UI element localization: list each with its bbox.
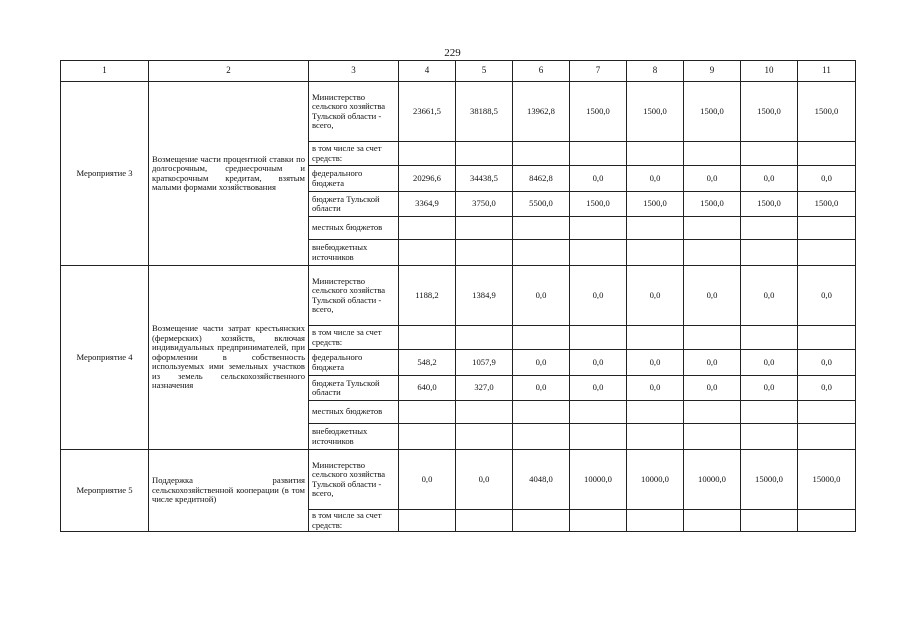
value-cell: 1057,9	[456, 350, 513, 376]
value-cell	[456, 424, 513, 450]
value-cell	[684, 217, 741, 240]
value-cell: 5500,0	[513, 192, 570, 217]
value-cell	[399, 217, 456, 240]
value-cell	[399, 401, 456, 424]
value-cell: 20296,6	[399, 166, 456, 192]
value-cell	[741, 510, 798, 532]
funding-source: внебюджетных источников	[309, 240, 399, 266]
event-label: Мероприятие 3	[61, 82, 149, 266]
event-description: Возмещение части затрат крестьянских (фермерских) хозяйств, включая индивидуальных предпринимателей, при оформлении в собственность используемых ими земельных участков из земель сельскохозяйственного назначения	[149, 266, 309, 450]
value-cell	[513, 142, 570, 166]
funding-source: бюджета Тульской области	[309, 192, 399, 217]
value-cell	[570, 510, 627, 532]
value-cell	[627, 326, 684, 350]
value-cell	[513, 326, 570, 350]
value-cell	[684, 240, 741, 266]
value-cell: 23661,5	[399, 82, 456, 142]
value-cell: 0,0	[513, 266, 570, 326]
value-cell: 1500,0	[798, 192, 856, 217]
value-cell	[456, 326, 513, 350]
value-cell	[798, 217, 856, 240]
event-label: Мероприятие 4	[61, 266, 149, 450]
value-cell: 1500,0	[741, 82, 798, 142]
value-cell: 0,0	[627, 376, 684, 401]
value-cell	[684, 424, 741, 450]
funding-source: внебюджетных источников	[309, 424, 399, 450]
value-cell: 0,0	[684, 266, 741, 326]
value-cell: 0,0	[741, 166, 798, 192]
value-cell: 0,0	[570, 376, 627, 401]
column-header: 3	[309, 61, 399, 82]
event-label: Мероприятие 5	[61, 450, 149, 532]
value-cell	[627, 217, 684, 240]
value-cell: 0,0	[570, 166, 627, 192]
column-header: 8	[627, 61, 684, 82]
value-cell	[513, 217, 570, 240]
value-cell	[399, 240, 456, 266]
funding-source: Министерство сельского хозяйства Тульской области - всего,	[309, 82, 399, 142]
funding-source: федерального бюджета	[309, 166, 399, 192]
value-cell	[399, 142, 456, 166]
value-cell: 1500,0	[798, 82, 856, 142]
value-cell: 1188,2	[399, 266, 456, 326]
value-cell	[741, 217, 798, 240]
column-header: 1	[61, 61, 149, 82]
value-cell	[798, 326, 856, 350]
column-header: 2	[149, 61, 309, 82]
value-cell	[399, 510, 456, 532]
value-cell	[741, 424, 798, 450]
value-cell	[513, 401, 570, 424]
budget-table	[60, 60, 856, 532]
value-cell	[513, 510, 570, 532]
value-cell: 640,0	[399, 376, 456, 401]
value-cell: 0,0	[741, 376, 798, 401]
value-cell: 0,0	[627, 166, 684, 192]
value-cell: 0,0	[798, 266, 856, 326]
value-cell	[513, 240, 570, 266]
table-row	[61, 266, 856, 326]
value-cell: 1500,0	[684, 82, 741, 142]
value-cell	[798, 240, 856, 266]
funding-source: бюджета Тульской области	[309, 376, 399, 401]
value-cell	[741, 401, 798, 424]
value-cell	[741, 142, 798, 166]
value-cell	[684, 142, 741, 166]
column-header: 6	[513, 61, 570, 82]
column-header: 9	[684, 61, 741, 82]
value-cell	[399, 424, 456, 450]
value-cell	[741, 240, 798, 266]
funding-source: Министерство сельского хозяйства Тульской области - всего,	[309, 450, 399, 510]
value-cell: 10000,0	[627, 450, 684, 510]
value-cell	[627, 510, 684, 532]
value-cell: 3750,0	[456, 192, 513, 217]
value-cell: 0,0	[456, 450, 513, 510]
value-cell: 15000,0	[798, 450, 856, 510]
value-cell: 0,0	[798, 166, 856, 192]
value-cell: 0,0	[741, 350, 798, 376]
value-cell	[456, 217, 513, 240]
value-cell: 0,0	[684, 166, 741, 192]
value-cell	[798, 424, 856, 450]
page-number: 229	[444, 47, 461, 59]
funding-source: в том числе за счет средств:	[309, 326, 399, 350]
value-cell	[456, 142, 513, 166]
funding-source: в том числе за счет средств:	[309, 510, 399, 532]
value-cell: 0,0	[570, 350, 627, 376]
value-cell	[798, 510, 856, 532]
value-cell: 38188,5	[456, 82, 513, 142]
value-cell: 0,0	[741, 266, 798, 326]
value-cell: 0,0	[684, 350, 741, 376]
value-cell	[684, 401, 741, 424]
header-row	[61, 61, 856, 82]
value-cell	[570, 326, 627, 350]
funding-source: в том числе за счет средств:	[309, 142, 399, 166]
value-cell: 0,0	[798, 376, 856, 401]
value-cell: 34438,5	[456, 166, 513, 192]
value-cell	[456, 510, 513, 532]
value-cell	[570, 142, 627, 166]
value-cell: 4048,0	[513, 450, 570, 510]
value-cell: 1500,0	[741, 192, 798, 217]
column-header: 11	[798, 61, 856, 82]
value-cell	[627, 240, 684, 266]
value-cell	[513, 424, 570, 450]
value-cell	[627, 142, 684, 166]
funding-source: местных бюджетов	[309, 217, 399, 240]
value-cell	[570, 240, 627, 266]
event-description: Поддержка развития сельскохозяйственной кооперации (в том числе кредитной)	[149, 450, 309, 532]
column-header: 7	[570, 61, 627, 82]
value-cell: 0,0	[570, 266, 627, 326]
value-cell: 0,0	[399, 450, 456, 510]
value-cell: 8462,8	[513, 166, 570, 192]
funding-source: местных бюджетов	[309, 401, 399, 424]
value-cell: 1384,9	[456, 266, 513, 326]
value-cell: 3364,9	[399, 192, 456, 217]
value-cell: 0,0	[513, 350, 570, 376]
value-cell	[570, 401, 627, 424]
value-cell	[627, 401, 684, 424]
value-cell: 1500,0	[627, 192, 684, 217]
column-header: 10	[741, 61, 798, 82]
value-cell: 10000,0	[570, 450, 627, 510]
column-header: 5	[456, 61, 513, 82]
table-row	[61, 450, 856, 510]
funding-source: федерального бюджета	[309, 350, 399, 376]
value-cell	[456, 401, 513, 424]
value-cell: 1500,0	[627, 82, 684, 142]
value-cell	[798, 401, 856, 424]
value-cell: 0,0	[627, 266, 684, 326]
value-cell: 0,0	[684, 376, 741, 401]
value-cell	[627, 424, 684, 450]
value-cell: 1500,0	[570, 192, 627, 217]
value-cell: 0,0	[798, 350, 856, 376]
value-cell	[456, 240, 513, 266]
value-cell	[741, 326, 798, 350]
value-cell: 327,0	[456, 376, 513, 401]
value-cell: 0,0	[513, 376, 570, 401]
event-description: Возмещение части процентной ставки по долгосрочным, среднесрочным и краткосрочным кредитам, взятым малыми формами хозяйствования	[149, 82, 309, 266]
value-cell	[684, 510, 741, 532]
value-cell	[570, 424, 627, 450]
value-cell	[684, 326, 741, 350]
column-header: 4	[399, 61, 456, 82]
value-cell	[399, 326, 456, 350]
value-cell	[798, 142, 856, 166]
table-row	[61, 82, 856, 142]
value-cell: 15000,0	[741, 450, 798, 510]
funding-source: Министерство сельского хозяйства Тульской области - всего,	[309, 266, 399, 326]
value-cell: 10000,0	[684, 450, 741, 510]
value-cell: 13962,8	[513, 82, 570, 142]
value-cell: 1500,0	[570, 82, 627, 142]
value-cell: 548,2	[399, 350, 456, 376]
value-cell	[570, 217, 627, 240]
value-cell: 0,0	[627, 350, 684, 376]
value-cell: 1500,0	[684, 192, 741, 217]
